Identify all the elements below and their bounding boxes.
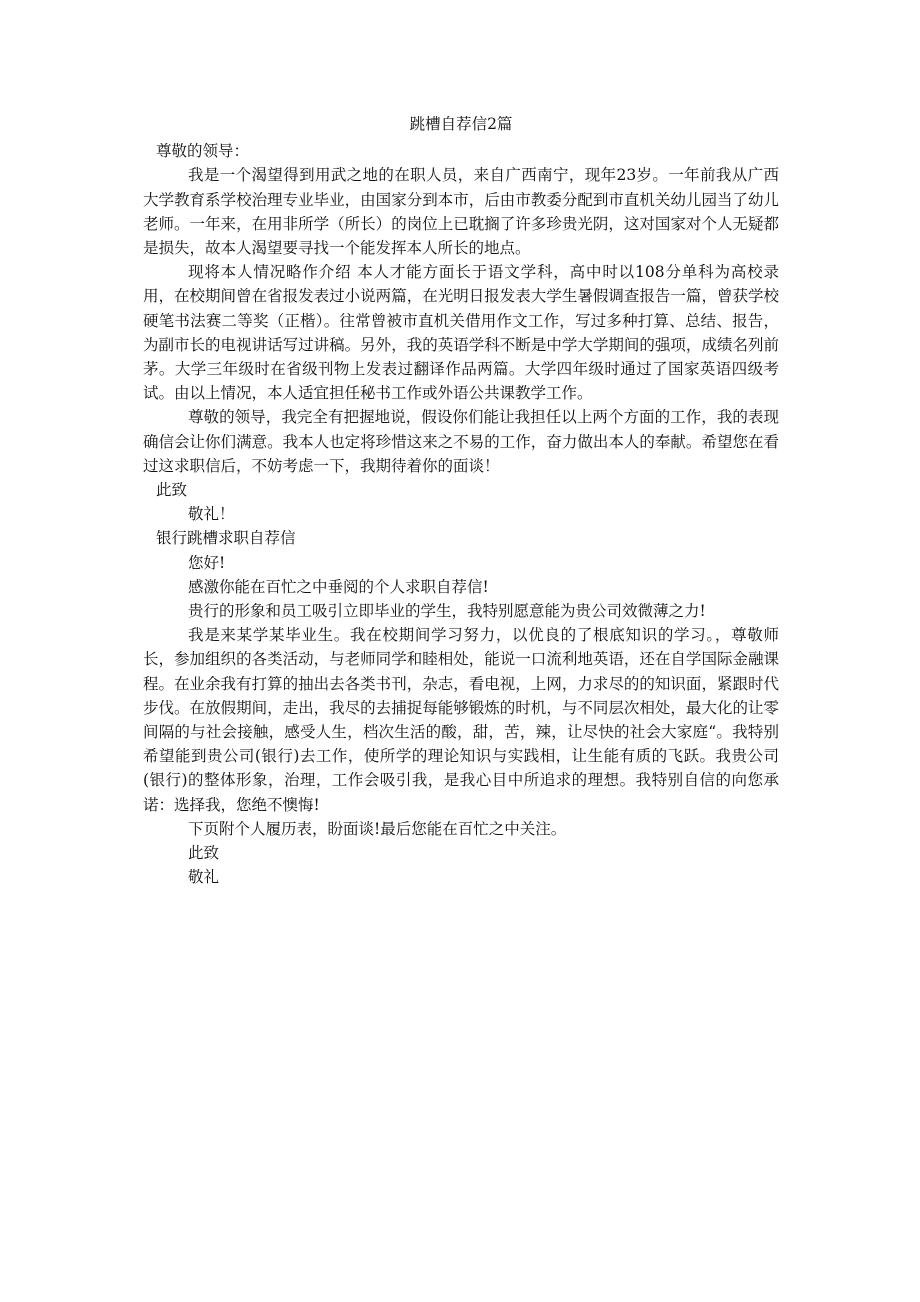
letter1-closing-1: 此致 (156, 481, 188, 500)
letter2-line-3: 下页附个人履历表，盼面谈!最后您能在百忙之中关注。 (188, 819, 567, 838)
document-page (143, 112, 779, 890)
letter1-closing-2: 敬礼！ (188, 505, 235, 524)
document-title: 跳槽自荐信2篇 (409, 115, 513, 133)
letter1-paragraph-3: 尊敬的领导，我完全有把握地说，假设你们能让我担任以上两个方面的工作，我的表现确信会让你们满意。我本人也定将珍惜这来之不易的工作，奋力做出本人的奉献。希望您在看过这求职信后，不妨考虑一下，我期待着你的面谈！ (143, 408, 779, 475)
letter2-closing-1: 此致 (188, 844, 220, 863)
letter2-line-1: 感激你能在百忙之中垂阅的个人求职自荐信! (188, 577, 489, 596)
letter1-paragraph-2: 现将本人情况略作介绍 本人才能方面长于语文学科，高中时以108分单科为高校录用，在校期间曾在省报发表过小说两篇，在光明日报发表大学生暑假调查报告一篇，曾获学校硬笔书法赛二等奖（正楷）。往常曾被市直机关借用作文工作，写过多种打算、总结、报告，为副市长的电视讲话写过讲稿。另外，我的英语学科不断是中学大学期间的强项，成绩名列前茅。大学三年级时在省级刊物上发表过翻译作品两篇。大学四年级时通过了国家英语四级考试。由以上情况，本人适宜担任秘书工作或外语公共课教学工作。 (143, 263, 779, 403)
letter2-body: 我是来某学某毕业生。我在校期间学习努力，以优良的了根底知识的学习。，尊敬师长，参加组织的各类活动，与老师同学和睦相处，能说一口流利地英语，还在自学国际金融课程。在业余我有打算的抽出去各类书刊，杂志，看电视，上网，力求尽的的知识面，紧跟时代步伐。在放假期间，走出，我尽的去捕捉每能够锻炼的时机，与不同层次相处，最大化的让零间隔的与社会接触，感受人生，档次生活的酸，甜，苦，辣，让尽快的社会大家庭“。我特别希望能到贵公司(银行)去工作，使所学的理论知识与实践相，让生能有质的飞跃。我贵公司(银行)的整体形象，治理，工作会吸引我，是我心目中所追求的理想。我特别自信的向您承诺：选择我，您绝不懊悔! (143, 626, 779, 814)
letter2-line-2: 贵行的形象和员工吸引立即毕业的学生，我特别愿意能为贵公司效微薄之力! (188, 602, 706, 621)
letter2-heading: 银行跳槽求职自荐信 (156, 529, 296, 548)
letter1-paragraph-1: 我是一个渴望得到用武之地的在职人员，来自广西南宁，现年23岁。一年前我从广西大学教育系学校治理专业毕业，由国家分到本市，后由市教委分配到市直机关幼儿园当了幼儿老师。一年来，在用非所学（所长）的岗位上已耽搁了许多珍贵光阴，这对国家对个人无疑都是损失，故本人渴望要寻找一个能发挥本人所长的地点。 (143, 166, 779, 258)
letter2-greeting: 您好! (188, 553, 226, 572)
letter1-salutation: 尊敬的领导： (156, 142, 250, 161)
letter2-closing-2: 敬礼 (188, 868, 220, 887)
